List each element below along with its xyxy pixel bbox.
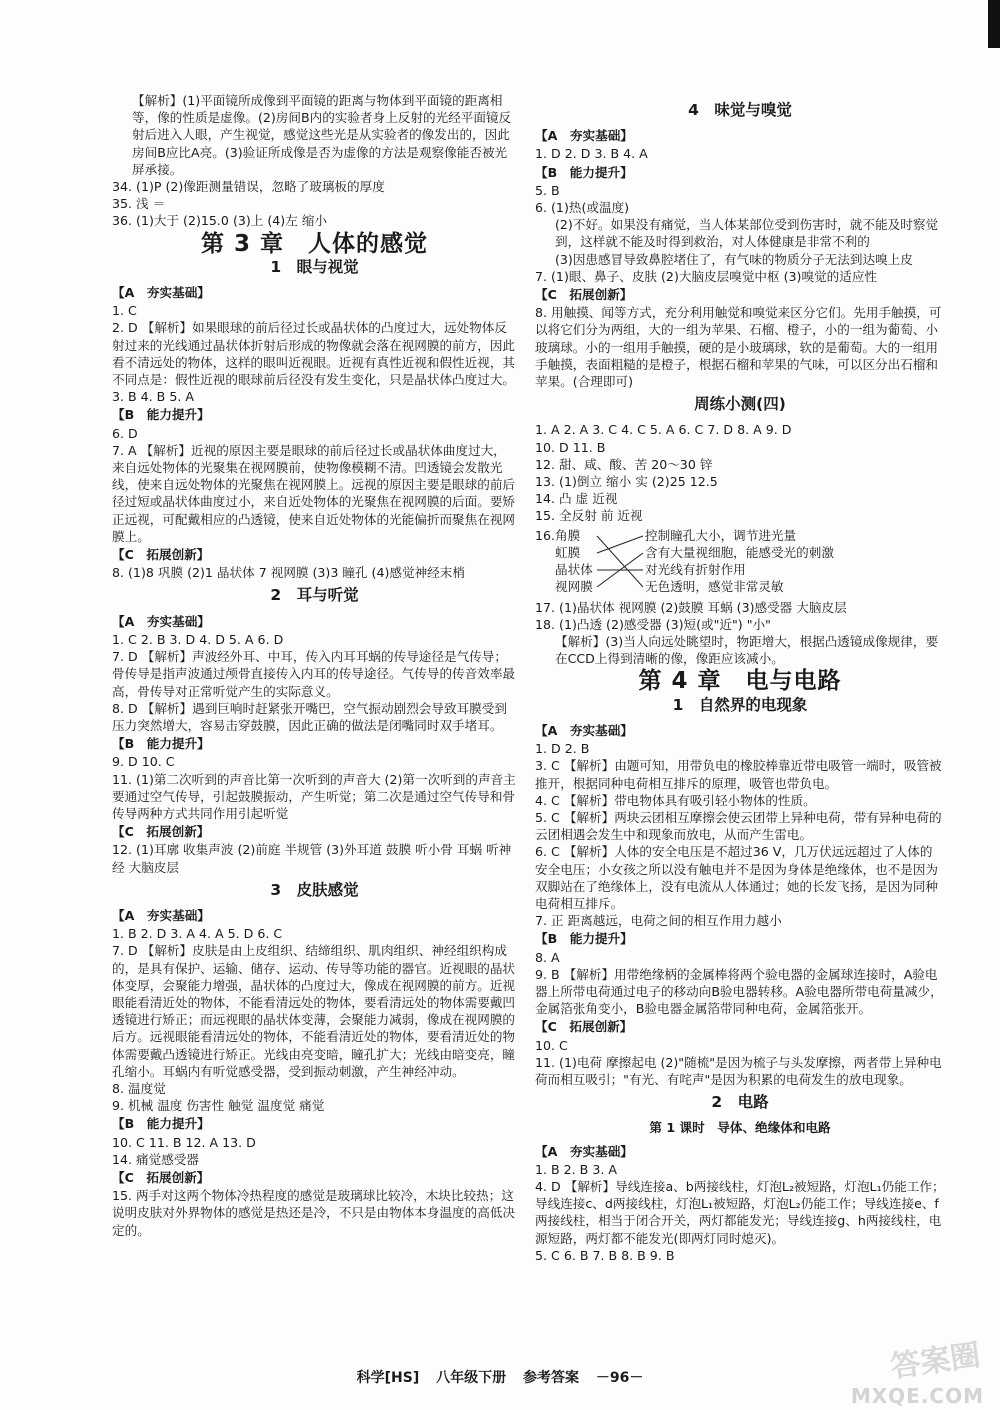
weekly-quiz-title: 周练小测(四) <box>694 395 786 414</box>
answer-line: 10. C <box>535 1037 568 1053</box>
answer-line: 3. C 【解析】由题可知，用带负电的橡胶棒靠近带电吸管一端时，吸管被推开，根据同种电荷相互排斥的原理，吸管也带负电。 <box>535 758 942 791</box>
match-left-item: 角膜 <box>555 527 581 543</box>
answer-line: 8. 温度觉 <box>112 1080 166 1096</box>
answer-line: 36. (1)大于 (2)15.0 (3)上 (4)左 缩小 <box>112 213 328 229</box>
match-left-item: 晶状体 <box>555 561 593 577</box>
level-header: 【B 能力提升】 <box>112 407 210 423</box>
level-header: 【C 拓展创新】 <box>112 824 210 840</box>
answer-line: 【解析】(1)平面镜所成像到平面镜的距离与物体到平面镜的距离相等，像的性质是虚像。(2)房间B内的实验者身上反射的光经平面镜反射后进入人眼，产生视觉，感觉这些光是从实验者的像发出的，因此房间B应比A亮。(3)验证所成像是否为虚像的方法是观察像能否被光屏承接。 <box>132 93 512 177</box>
answer-line: 7. (1)眼、鼻子、皮肤 (2)大脑皮层嗅觉中枢 (3)嗅觉的适应性 <box>535 268 878 284</box>
answer-line: 1. B 2. B 3. A <box>535 1161 617 1177</box>
match-right-item: 控制瞳孔大小，调节进光量 <box>645 527 797 543</box>
match-right-item: 无色透明，感觉非常灵敏 <box>645 578 784 594</box>
answer-line: 6. (1)热(或温度) <box>535 200 630 216</box>
q16-matching <box>535 527 945 597</box>
level-header: 【C 拓展创新】 <box>112 547 210 563</box>
level-header: 【A 夯实基础】 <box>535 722 633 738</box>
section-title: 2 耳与听觉 <box>270 586 359 605</box>
answer-line: 8. D 【解析】遇到巨响时赶紧张开嘴巴，空气振动剧烈会导致耳膜受到压力突然增大，容易击穿鼓膜，因此正确的做法是闭嘴同时双手堵耳。 <box>112 700 507 733</box>
level-header: 【B 能力提升】 <box>535 931 633 947</box>
answer-line: 18. (1)凸透 (2)感受器 (3)短(或"近") "小" <box>535 616 771 632</box>
level-header: 【A 夯实基础】 <box>535 1143 633 1159</box>
level-header: 【A 夯实基础】 <box>112 613 210 629</box>
answer-line: (3)因患感冒导致鼻腔堵住了，有气味的物质分子无法到达嗅上皮 <box>555 251 913 267</box>
q16-label: 16. <box>535 527 556 543</box>
section-title: 3 皮肤感觉 <box>270 880 359 899</box>
footer-subject: 科学[HS] <box>356 1370 420 1386</box>
answer-line: 5. C 【解析】两块云团相互摩擦会使云团带上异种电荷，带有异种电荷的云团相遇会发生中和现象而放电，从而产生雷电。 <box>535 809 942 843</box>
page-number: －96－ <box>595 1370 644 1386</box>
match-left-item: 虹膜 <box>555 544 581 560</box>
answer-line: 4. C 【解析】带电物体具有吸引轻小物体的性质。 <box>535 792 816 808</box>
answer-line: 5. C 6. B 7. B 8. B 9. B <box>535 1247 675 1263</box>
answer-line: 9. B 【解析】用带绝缘柄的金属棒将两个验电器的金属球连接时，A验电器上所带电荷通过电子的移动向B验电器转移。A验电器所带电荷量减少，金属箔张角变小，B验电器金属箔带同种电荷，金属箔张开。 <box>535 966 943 1017</box>
answer-line: 14. 痛觉感受器 <box>112 1151 200 1167</box>
lesson-title: 第 1 课时 导体、绝缘体和电路 <box>649 1120 831 1136</box>
answer-line: 14. 凸 虚 近视 <box>535 491 618 507</box>
match-left-item: 视网膜 <box>555 578 593 594</box>
answer-line: 3. B 4. B 5. A <box>112 389 194 405</box>
level-header: 【C 拓展创新】 <box>112 1169 210 1185</box>
answer-line: 1. D 2. D 3. B 4. A <box>535 146 648 162</box>
answer-line: 8. (1)8 巩膜 (2)1 晶状体 7 视网膜 (3)3 瞳孔 (4)感觉神经末梢 <box>112 565 465 581</box>
left-column <box>112 92 517 1239</box>
watermark-logo: 答案圈 <box>888 1337 983 1386</box>
answer-line: 4. D 【解析】导线连接a、b两接线柱，灯泡L₂被短路，灯泡L₁仍能工作；导线连接c、d两接线柱，灯泡L₁被短路，灯泡L₂仍能工作；导线连接e、f两接线柱，相当于闭合开关，两灯都能发光；导线连接g、h两接线柱，电源短路，两灯都不能发光(即两灯同时熄灭)。 <box>535 1178 945 1246</box>
level-header: 【B 能力提升】 <box>112 736 210 752</box>
level-header: 【C 拓展创新】 <box>535 287 633 303</box>
right-column <box>535 92 945 1264</box>
level-header: 【C 拓展创新】 <box>535 1019 633 1035</box>
answer-line: 6. C 【解析】人体的安全电压是不超过36 V，几万伏远远超过了人体的安全电压；小女孩之所以没有触电并不是因为身体是绝缘体，也不是因为双脚站在了绝缘体上，没有电流从人体通过；她的长发飞扬，是因为同种电荷相互排斥。 <box>535 844 938 911</box>
chapter-title: 第 4 章 电与电路 <box>638 668 842 695</box>
answer-line: 7. A 【解析】近视的原因主要是眼球的前后径过长或晶状体曲度过大，来自远处物体的光聚集在视网膜前，使物像模糊不清。凹透镜会发散光线，使来自远处物体的光聚焦在视网膜上。远视的原因主要是眼球的前后径过短或晶状体曲度过小，来自近处物体的光聚焦在视网膜的后面。要矫正远视，可配戴相应的凸透镜，使来自近处物体的光能偏折而聚焦在视网膜上。 <box>112 442 515 544</box>
answer-line: 10. D 11. B <box>535 439 606 455</box>
answer-line: (2)不好。如果没有痛觉，当人体某部位受到伤害时，就不能及时察觉到，这样就不能及时得到救治，对人体健康是非常不利的 <box>555 217 939 250</box>
matching-diagram <box>555 527 945 597</box>
section-title: 2 电路 <box>711 1093 769 1112</box>
answer-line: 8. A <box>535 949 560 965</box>
match-line <box>597 536 643 553</box>
matching-lines <box>595 527 645 597</box>
answer-line: 11. (1)第二次听到的声音比第一次听到的声音大 (2)第一次听到的声音主要通过空气传导，引起鼓膜振动，产生听觉；第二次是通过空气传导和骨传导两种方式共同作用引起听觉 <box>112 771 516 821</box>
answer-line: 34. (1)P (2)像距测量错误，忽略了玻璃板的厚度 <box>112 179 385 195</box>
answer-line: 1. B 2. D 3. A 4. A 5. D 6. C <box>112 926 283 942</box>
answer-line: 12. (1)耳廓 收集声波 (2)前庭 半规管 (3)外耳道 鼓膜 听小骨 耳蜗 听神经 大脑皮层 <box>112 842 512 875</box>
level-header: 【A 夯实基础】 <box>112 907 210 923</box>
watermark-site: MXQE.COM <box>850 1384 984 1408</box>
answer-line: 1. D 2. B <box>535 741 590 757</box>
answer-line: 1. A 2. A 3. C 4. C 5. A 6. C 7. D 8. A 9. D <box>535 422 792 438</box>
answer-line: 8. 用触摸、闻等方式，充分利用触觉和嗅觉来区分它们。先用手触摸，可以将它们分为两组，大的一组为苹果、石榴、橙子，小的一组为葡萄、小玻璃球。小的一组用手触摸，硬的是小玻璃球，软的是葡萄。大的一组用手触摸，表面粗糙的是橙子，根据石榴和苹果的气味，可以区分出石榴和苹果。(合理即可) <box>535 305 942 390</box>
answer-line: 7. D 【解析】皮肤是由上皮组织、结缔组织、肌肉组织、神经组织构成的，是具有保护、运输、储存、运动、传导等功能的器官。近视眼的晶状体变厚，会聚能力增强，晶状体的凸度过大，像成在视网膜的前方。近视眼能看清近处的物体，不能看清远处的物体，要看清远处的物体需要戴凹透镜进行矫正；而远视眼的晶状体变薄，会聚能力减弱，像成在视网膜的后方。远视眼能看清远处的物体，不能看清近处的物体，要看清近处的物体需要戴凸透镜进行矫正。光线由亮变暗，瞳孔扩大；光线由暗变亮，瞳孔缩小。耳蜗内有听觉感受器，受到振动刺激，产生神经冲动。 <box>112 943 515 1079</box>
answer-line: 7. D 【解析】声波经外耳、中耳，传入内耳耳蜗的传导途径是气传导；骨传导是指声波通过颅骨直接传入内耳的传导途径。气传导的传音效率最高，骨传导对正常听觉产生的实际意义。 <box>112 649 515 699</box>
section-title: 1 眼与视觉 <box>270 257 359 276</box>
answer-line: 7. 正 距离越远，电荷之间的相互作用力越小 <box>535 913 782 929</box>
answer-line: 2. D 【解析】如果眼球的前后径过长或晶状体的凸度过大，远处物体反射过来的光线通过晶状体折射后形成的物像就会落在视网膜的前方，因此看不清远处的物体，这样的眼叫近视眼。近视有真性近视和假性近视，其不同点是：假性近视的眼球前后径没有发生变化，只是晶状体凸度过大。 <box>112 320 515 388</box>
answer-line: 15. 全反射 前 近视 <box>535 508 643 524</box>
match-right-item: 含有大量视细胞，能感受光的刺激 <box>645 544 834 560</box>
level-header: 【A 夯实基础】 <box>112 285 210 301</box>
chapter-title: 第 3 章 人体的感觉 <box>200 230 429 257</box>
footer-label: 参考答案 <box>523 1370 579 1386</box>
answer-line: 1. C <box>112 303 137 319</box>
answer-line: 5. B <box>535 182 560 198</box>
answer-line: 1. C 2. B 3. D 4. D 5. A 6. D <box>112 631 284 647</box>
answer-line: 17. (1)晶状体 视网膜 (2)鼓膜 耳蜗 (3)感受器 大脑皮层 <box>535 599 847 615</box>
match-right-item: 对光线有折射作用 <box>645 561 746 577</box>
answer-line: 6. D <box>112 425 138 441</box>
answer-line: 35. 浅 ＝ <box>112 196 166 212</box>
answer-line: 11. (1)电荷 摩擦起电 (2)"随梳"是因为梳子与头发摩擦，两者带上异种电荷而相互吸引；"有光、有咤声"是因为积累的电荷发生的放电现象。 <box>535 1054 942 1087</box>
level-header: 【B 能力提升】 <box>112 1116 210 1132</box>
answer-line: 9. 机械 温度 伤害性 触觉 温度觉 痛觉 <box>112 1098 325 1114</box>
match-line <box>597 536 643 587</box>
corner-mark <box>988 0 1000 48</box>
answer-line: 13. (1)倒立 缩小 实 (2)25 12.5 <box>535 474 718 490</box>
section-title: 1 自然界的电现象 <box>672 695 808 714</box>
answer-note: 【解析】(3)当人向远处眺望时，物距增大，根据凸透镜成像规律，要在CCD上得到清晰的像，像距应该减小。 <box>555 634 939 667</box>
answer-line: 9. D 10. C <box>112 754 175 770</box>
answer-line: 10. C 11. B 12. A 13. D <box>112 1134 256 1150</box>
level-header: 【B 能力提升】 <box>535 164 633 180</box>
answer-line: 12. 甜、咸、酸、苦 20～30 锌 <box>535 456 713 472</box>
section-title: 4 味觉与嗅觉 <box>688 101 792 119</box>
level-header: 【A 夯实基础】 <box>535 128 633 144</box>
answer-line: 15. 两手对这两个物体冷热程度的感觉是玻璃球比较冷，木块比较热；这说明皮肤对外界物体的感觉是热还是冷，不只是由物体本身温度的高低决定的。 <box>112 1188 515 1238</box>
footer-grade: 八年级下册 <box>436 1370 507 1386</box>
